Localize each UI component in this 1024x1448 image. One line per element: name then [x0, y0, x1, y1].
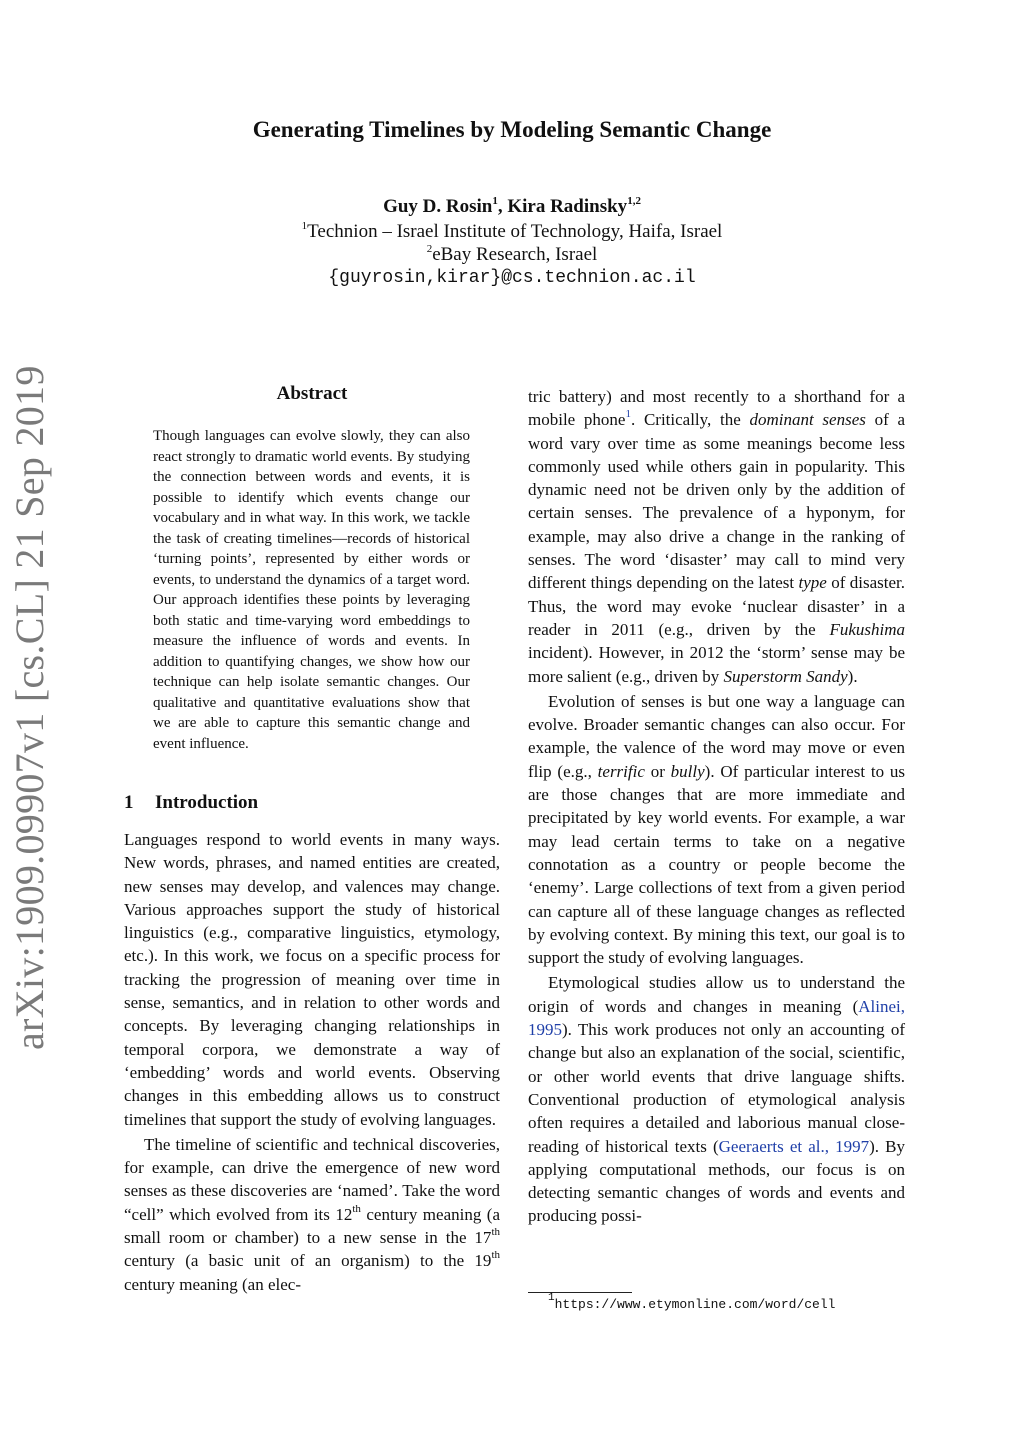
emphasis-text: bully — [670, 761, 705, 781]
citation-link[interactable]: Alinei, 1995 — [528, 996, 905, 1040]
affiliation-line — [0, 221, 1024, 243]
paragraph-text: or — [644, 761, 671, 781]
author-list — [0, 196, 1024, 218]
affiliation-mark: 1 — [301, 220, 308, 232]
paragraph-text: ). By applying computational methods, our focus is on detecting semantic changes of words and events and producing possi- — [528, 1136, 905, 1226]
author-affiliation-mark: 1,2 — [627, 195, 641, 207]
paragraph-text: century meaning (an elec- — [124, 1274, 301, 1294]
paragraph-text: century meaning (a small room or chamber) to a new sense in the 17 — [124, 1204, 500, 1248]
emphasis-text: Superstorm Sandy — [723, 666, 848, 686]
body-paragraph — [528, 385, 905, 688]
emphasis-text: Fukushima — [829, 619, 905, 639]
body-paragraph — [528, 690, 905, 970]
body-paragraph: Languages respond to world events in many ways. New words, phrases, and named entities are created, new senses may develop, and valences may change. Various approaches support the study of historical linguistics (e.g., comparative linguistics, etymology, etc.). In this work, we focus on a specific process for tracking the progression of meaning over time in sense, semantics, and in relation to other words and concepts. By leveraging changing relationships in temporal corpora, we demonstrate a way of ‘embedding’ words and world events. Observing changes in this embedding allows us to construct timelines that support the study of evolving languages. — [124, 830, 500, 1129]
arxiv-identifier-stamp: arXiv:1909.09907v1 [cs.CL] 21 Sep 2019 — [7, 365, 52, 1050]
emphasis-text: dominant senses — [749, 410, 866, 430]
paragraph-text: Evolution of senses is but one way a language can evolve. Broader semantic changes can also occur. For example, the valence of the word may move or even flip (e.g., — [528, 691, 905, 781]
ordinal-suffix: th — [491, 1249, 500, 1262]
author-name: Kira Radinsky — [507, 196, 628, 217]
ordinal-suffix: th — [352, 1202, 361, 1215]
ordinal-suffix: th — [491, 1226, 500, 1239]
paragraph-text: of a word vary over time as some meanings become less commonly used while others gain in popularity. This dynamic need not be driven only by the addition of certain senses. The prevalence of a hyponym, for example, may also drive a change in the ranking of senses. The word ‘disaster’ may call to mind very different things depending on the latest — [528, 410, 906, 593]
footnote-mark: 1 — [548, 1292, 555, 1304]
right-column-body — [528, 385, 905, 1230]
body-paragraph — [124, 1133, 500, 1296]
emphasis-text: type — [798, 573, 827, 593]
paragraph-text: The timeline of scientific and technical discoveries, for example, can drive the emergence of new word senses as these discoveries are ‘named’. Take the word “cell” which evolved from its 12 — [124, 1134, 500, 1224]
section-heading — [124, 792, 258, 814]
affiliation-line — [0, 244, 1024, 266]
author-name: Guy D. Rosin — [383, 196, 493, 217]
paragraph-text: ). Of particular interest to us are those changes that are more immediate and precipitated by key world events. For example, a war may lead certain terms to take on a negative connotation as a country or people become the ‘enemy’. Large collections of text from a given period can capture all of these language changes as reflected by evolving context. By mining this text, our goal is to support the study of evolving languages. — [528, 761, 905, 968]
paragraph-text: . Critically, the — [630, 410, 750, 430]
paragraph-text: century (a basic unit of an organism) to the 19 — [124, 1251, 492, 1271]
footnote — [548, 1292, 836, 1312]
affiliation-mark: 2 — [426, 243, 433, 255]
affiliation-text: Technion – Israel Institute of Technology, Haifa, Israel — [307, 221, 723, 242]
paragraph-text: ). — [847, 666, 858, 686]
abstract-heading: Abstract — [276, 383, 348, 404]
paragraph-text: tric battery) and most recently to a shorthand for a mobile phone — [528, 387, 905, 430]
footnote-divider — [528, 1292, 632, 1293]
paragraph-text: incident). However, in 2012 the ‘storm’ sense may be more salient (e.g., driven by — [528, 643, 905, 686]
left-column-body — [124, 828, 500, 1298]
body-paragraph — [528, 971, 905, 1227]
author-affiliation-mark: 1 — [492, 195, 498, 207]
abstract-text: Though languages can evolve slowly, they can also react strongly to dramatic world events. By studying the connection between words and events, it is possible to identify which events change our vocabulary and in what way. In this work, we tackle the task of creating timelines—records of historical ‘turning points’, represented by either words or events, to understand the dynamics of a target word. Our approach identifies these points by leveraging both static and time-varying word embeddings to measure the influence of words and events. In addition to quantifying changes, we show how our technique can help isolate semantic changes. Our qualitative and quantitative evaluations show that we are able to capture this semantic change and event influence. — [153, 428, 470, 752]
footnote-url-link[interactable]: https://www.etymonline.com/word/cell — [554, 1297, 836, 1312]
section-number: 1 — [124, 792, 134, 813]
paper-title: Generating Timelines by Modeling Semantic Change — [252, 117, 772, 142]
paragraph-text: ). This work produces not only an accounting of change but also an explanation of the social, scientific, or other world events that drive language shifts. Conventional production of etymological analysis often requires a detailed and laborious manual close-reading of historical texts ( — [528, 1020, 905, 1156]
footnote-marker-link[interactable]: 1 — [625, 408, 631, 421]
author-separator: , — [497, 196, 508, 217]
section-title: Introduction — [155, 792, 259, 813]
paragraph-text: of disaster. Thus, the word may evoke ‘nuclear disaster’ in a reader in 2011 (e.g., driven by the — [528, 573, 906, 639]
affiliation-text: eBay Research, Israel — [432, 244, 598, 265]
author-email: {guyrosin,kirar}@cs.technion.ac.il — [328, 268, 696, 288]
citation-link[interactable]: Geeraerts et al., 1997 — [718, 1136, 870, 1156]
paragraph-text: Etymological studies allow us to understand the origin of words and changes in meaning ( — [528, 973, 905, 1016]
emphasis-text: terrific — [597, 761, 645, 781]
